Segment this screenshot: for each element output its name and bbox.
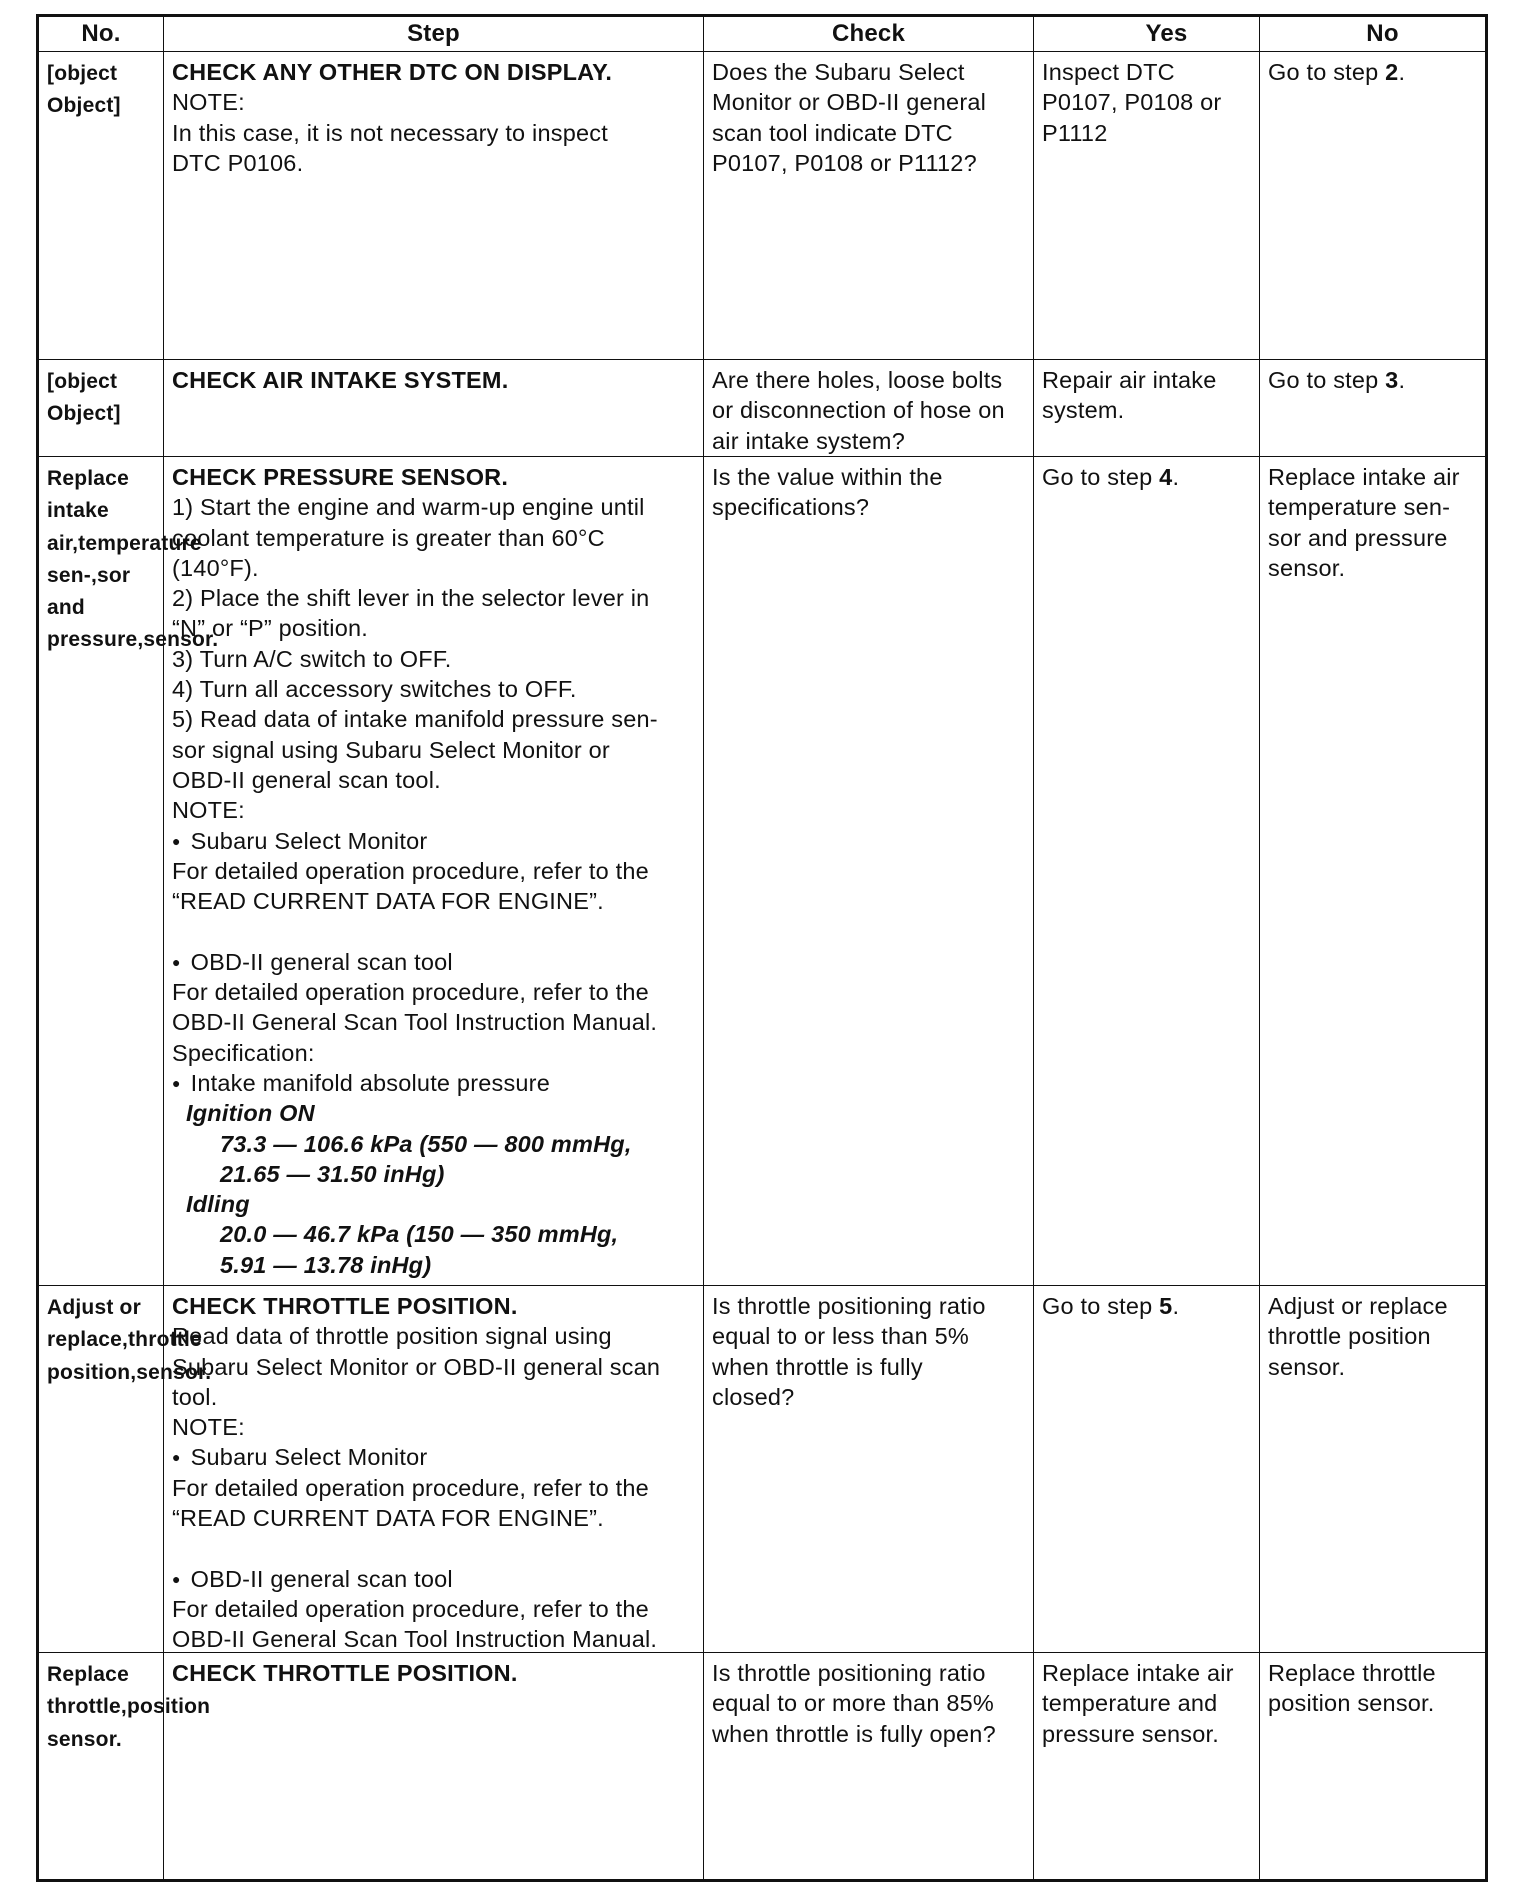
step-line: 3) Turn A/C switch to OFF.	[172, 645, 452, 672]
no-cell	[1259, 1286, 1485, 1652]
goto-step-number: 4	[1159, 464, 1173, 490]
step-line: “READ CURRENT DATA FOR ENGINE”.	[172, 888, 604, 915]
step-cell	[163, 360, 703, 456]
goto-suffix: .	[1398, 59, 1406, 85]
goto-suffix: .	[1398, 367, 1406, 393]
yes-line: Inspect DTC	[1042, 59, 1175, 85]
step-line: DTC P0106.	[172, 149, 304, 176]
goto-prefix: Go to step	[1268, 59, 1386, 85]
step-number: Adjust or replace,throttle position,sensor.	[47, 1296, 212, 1384]
bullet-item: ● Subaru Select Monitor	[172, 826, 695, 856]
check-line: Is throttle positioning ratio	[712, 1293, 986, 1319]
yes-line: Repair air intake	[1042, 367, 1217, 393]
step-line: 4) Turn all accessory switches to OFF.	[172, 676, 577, 703]
step-line: For detailed operation procedure, refer to the	[172, 857, 649, 884]
blank-line	[172, 916, 695, 946]
yes-line: P0107, P0108 or	[1042, 89, 1222, 116]
no-cell	[1259, 52, 1485, 359]
step-line: 2) Place the shift lever in the selector lever in	[172, 585, 650, 612]
step-line: For detailed operation procedure, refer to the	[172, 1474, 649, 1501]
goto-prefix: Go to step	[1268, 367, 1386, 393]
step-line: “N” or “P” position.	[172, 615, 368, 642]
bullet-item: ● OBD-II general scan tool	[172, 1564, 695, 1594]
yes-line: P1112	[1042, 119, 1108, 146]
check-line: Are there holes, loose bolts	[712, 367, 1003, 393]
step-line: Specification:	[172, 1039, 315, 1066]
step-number: Replace throttle,position sensor.	[47, 1663, 211, 1751]
spec-label: Idling	[186, 1191, 250, 1218]
yes-cell	[1033, 457, 1259, 1285]
row-number	[39, 360, 163, 456]
check-line: when throttle is fully	[712, 1353, 923, 1380]
yes-cell	[1033, 360, 1259, 456]
step-title: CHECK THROTTLE POSITION.	[172, 1660, 518, 1686]
header-step: Step	[163, 17, 703, 51]
no-line: Replace throttle	[1268, 1660, 1436, 1686]
blank-line	[172, 1533, 695, 1563]
header-check: Check	[703, 17, 1033, 51]
check-line: equal to or more than 85%	[712, 1690, 994, 1717]
spec-value: 20.0 — 46.7 kPa (150 — 350 mmHg,	[220, 1221, 619, 1248]
step-line: For detailed operation procedure, refer to the	[172, 979, 649, 1006]
goto-step-number: 2	[1385, 59, 1399, 85]
check-line: Is the value within the	[712, 464, 943, 490]
row-number	[39, 52, 163, 359]
check-line: specifications?	[712, 494, 870, 521]
no-line: temperature sen-	[1268, 494, 1451, 521]
no-line: throttle position	[1268, 1323, 1431, 1350]
yes-line: Replace intake air	[1042, 1660, 1234, 1686]
check-line: P0107, P0108 or P1112?	[712, 149, 977, 176]
goto-prefix: Go to step	[1042, 1293, 1160, 1319]
yes-cell	[1033, 52, 1259, 359]
check-line: closed?	[712, 1383, 795, 1410]
check-line: Monitor or OBD-II general	[712, 89, 987, 116]
step-line: sor signal using Subaru Select Monitor or	[172, 736, 610, 763]
step-line: coolant temperature is greater than 60°C	[172, 524, 605, 551]
no-line: sensor.	[1268, 554, 1346, 581]
spec-value: 73.3 — 106.6 kPa (550 — 800 mmHg,	[220, 1130, 632, 1157]
goto-prefix: Go to step	[1042, 464, 1160, 490]
no-cell	[1259, 457, 1485, 1285]
no-line: sensor.	[1268, 1353, 1346, 1380]
step-line: NOTE:	[172, 89, 245, 116]
step-line: NOTE:	[172, 797, 245, 824]
step-number: [object Object]	[47, 370, 121, 426]
check-cell	[703, 52, 1033, 359]
row-number	[39, 1653, 211, 1879]
step-line: Read data of throttle position signal using	[172, 1323, 612, 1350]
yes-line: pressure sensor.	[1042, 1720, 1219, 1747]
spec-value: 5.91 — 13.78 inHg)	[220, 1251, 432, 1278]
table-header-row	[39, 17, 1485, 51]
step-number: Replace intake air,temperature sen-,sor and pressure,sensor.	[47, 467, 219, 652]
check-cell	[703, 457, 1033, 1285]
spec-value: 21.65 — 31.50 inHg)	[220, 1160, 445, 1187]
step-line: For detailed operation procedure, refer to the	[172, 1595, 649, 1622]
check-cell	[703, 360, 1033, 456]
step-cell	[163, 52, 703, 359]
check-cell	[703, 1653, 1033, 1879]
step-title: CHECK ANY OTHER DTC ON DISPLAY.	[172, 59, 613, 85]
header-no-result: No	[1259, 17, 1485, 51]
table-row-step-3	[39, 456, 1485, 1285]
no-line: Adjust or replace	[1268, 1293, 1448, 1319]
yes-cell	[1033, 1653, 1259, 1879]
step-line: (140°F).	[172, 554, 259, 581]
step-line: Subaru Select Monitor or OBD-II general scan	[172, 1353, 661, 1380]
check-line: or disconnection of hose on	[712, 397, 1005, 424]
step-title: CHECK THROTTLE POSITION.	[172, 1293, 518, 1319]
step-line: “READ CURRENT DATA FOR ENGINE”.	[172, 1505, 604, 1532]
check-line: Does the Subaru Select	[712, 59, 965, 85]
no-cell	[1259, 360, 1485, 456]
check-line: Is throttle positioning ratio	[712, 1660, 986, 1686]
step-line: OBD-II General Scan Tool Instruction Manual.	[172, 1626, 658, 1653]
table-row-step-2	[39, 359, 1485, 456]
table-row-step-4	[39, 1285, 1485, 1652]
step-cell	[163, 1286, 703, 1652]
step-line: 5) Read data of intake manifold pressure sen-	[172, 706, 658, 733]
step-cell	[163, 457, 703, 1285]
header-yes: Yes	[1033, 17, 1259, 51]
spec-label: Ignition ON	[186, 1100, 315, 1127]
yes-line: temperature and	[1042, 1690, 1218, 1717]
step-title: CHECK AIR INTAKE SYSTEM.	[172, 367, 509, 393]
check-cell	[703, 1286, 1033, 1652]
step-cell	[163, 1653, 703, 1879]
check-line: equal to or less than 5%	[712, 1323, 969, 1350]
check-line: when throttle is fully open?	[712, 1720, 996, 1747]
check-line: scan tool indicate DTC	[712, 119, 953, 146]
no-cell	[1259, 1653, 1485, 1879]
step-line: In this case, it is not necessary to inspect	[172, 119, 608, 146]
bullet-item: ● OBD-II general scan tool	[172, 947, 695, 977]
no-line: sor and pressure	[1268, 524, 1448, 551]
step-line: 1) Start the engine and warm-up engine until	[172, 494, 645, 521]
yes-cell	[1033, 1286, 1259, 1652]
step-number: [object Object]	[47, 62, 121, 118]
table-row-step-5	[39, 1652, 1485, 1879]
step-line: tool.	[172, 1383, 218, 1410]
step-line: OBD-II General Scan Tool Instruction Manual.	[172, 1009, 658, 1036]
goto-step-number: 5	[1159, 1293, 1173, 1319]
check-line: air intake system?	[712, 427, 905, 454]
step-title: CHECK PRESSURE SENSOR.	[172, 464, 509, 490]
goto-suffix: .	[1172, 1293, 1180, 1319]
step-line: OBD-II general scan tool.	[172, 766, 441, 793]
no-line: Replace intake air	[1268, 464, 1460, 490]
table-row-step-1	[39, 51, 1485, 359]
goto-step-number: 3	[1385, 367, 1399, 393]
diagnostic-table	[36, 14, 1488, 1882]
step-line: NOTE:	[172, 1414, 245, 1441]
no-line: position sensor.	[1268, 1690, 1435, 1717]
goto-suffix: .	[1172, 464, 1180, 490]
bullet-item: ● Subaru Select Monitor	[172, 1442, 695, 1472]
header-no: No.	[81, 20, 121, 47]
yes-line: system.	[1042, 397, 1125, 424]
bullet-item: ● Intake manifold absolute pressure	[172, 1068, 695, 1098]
